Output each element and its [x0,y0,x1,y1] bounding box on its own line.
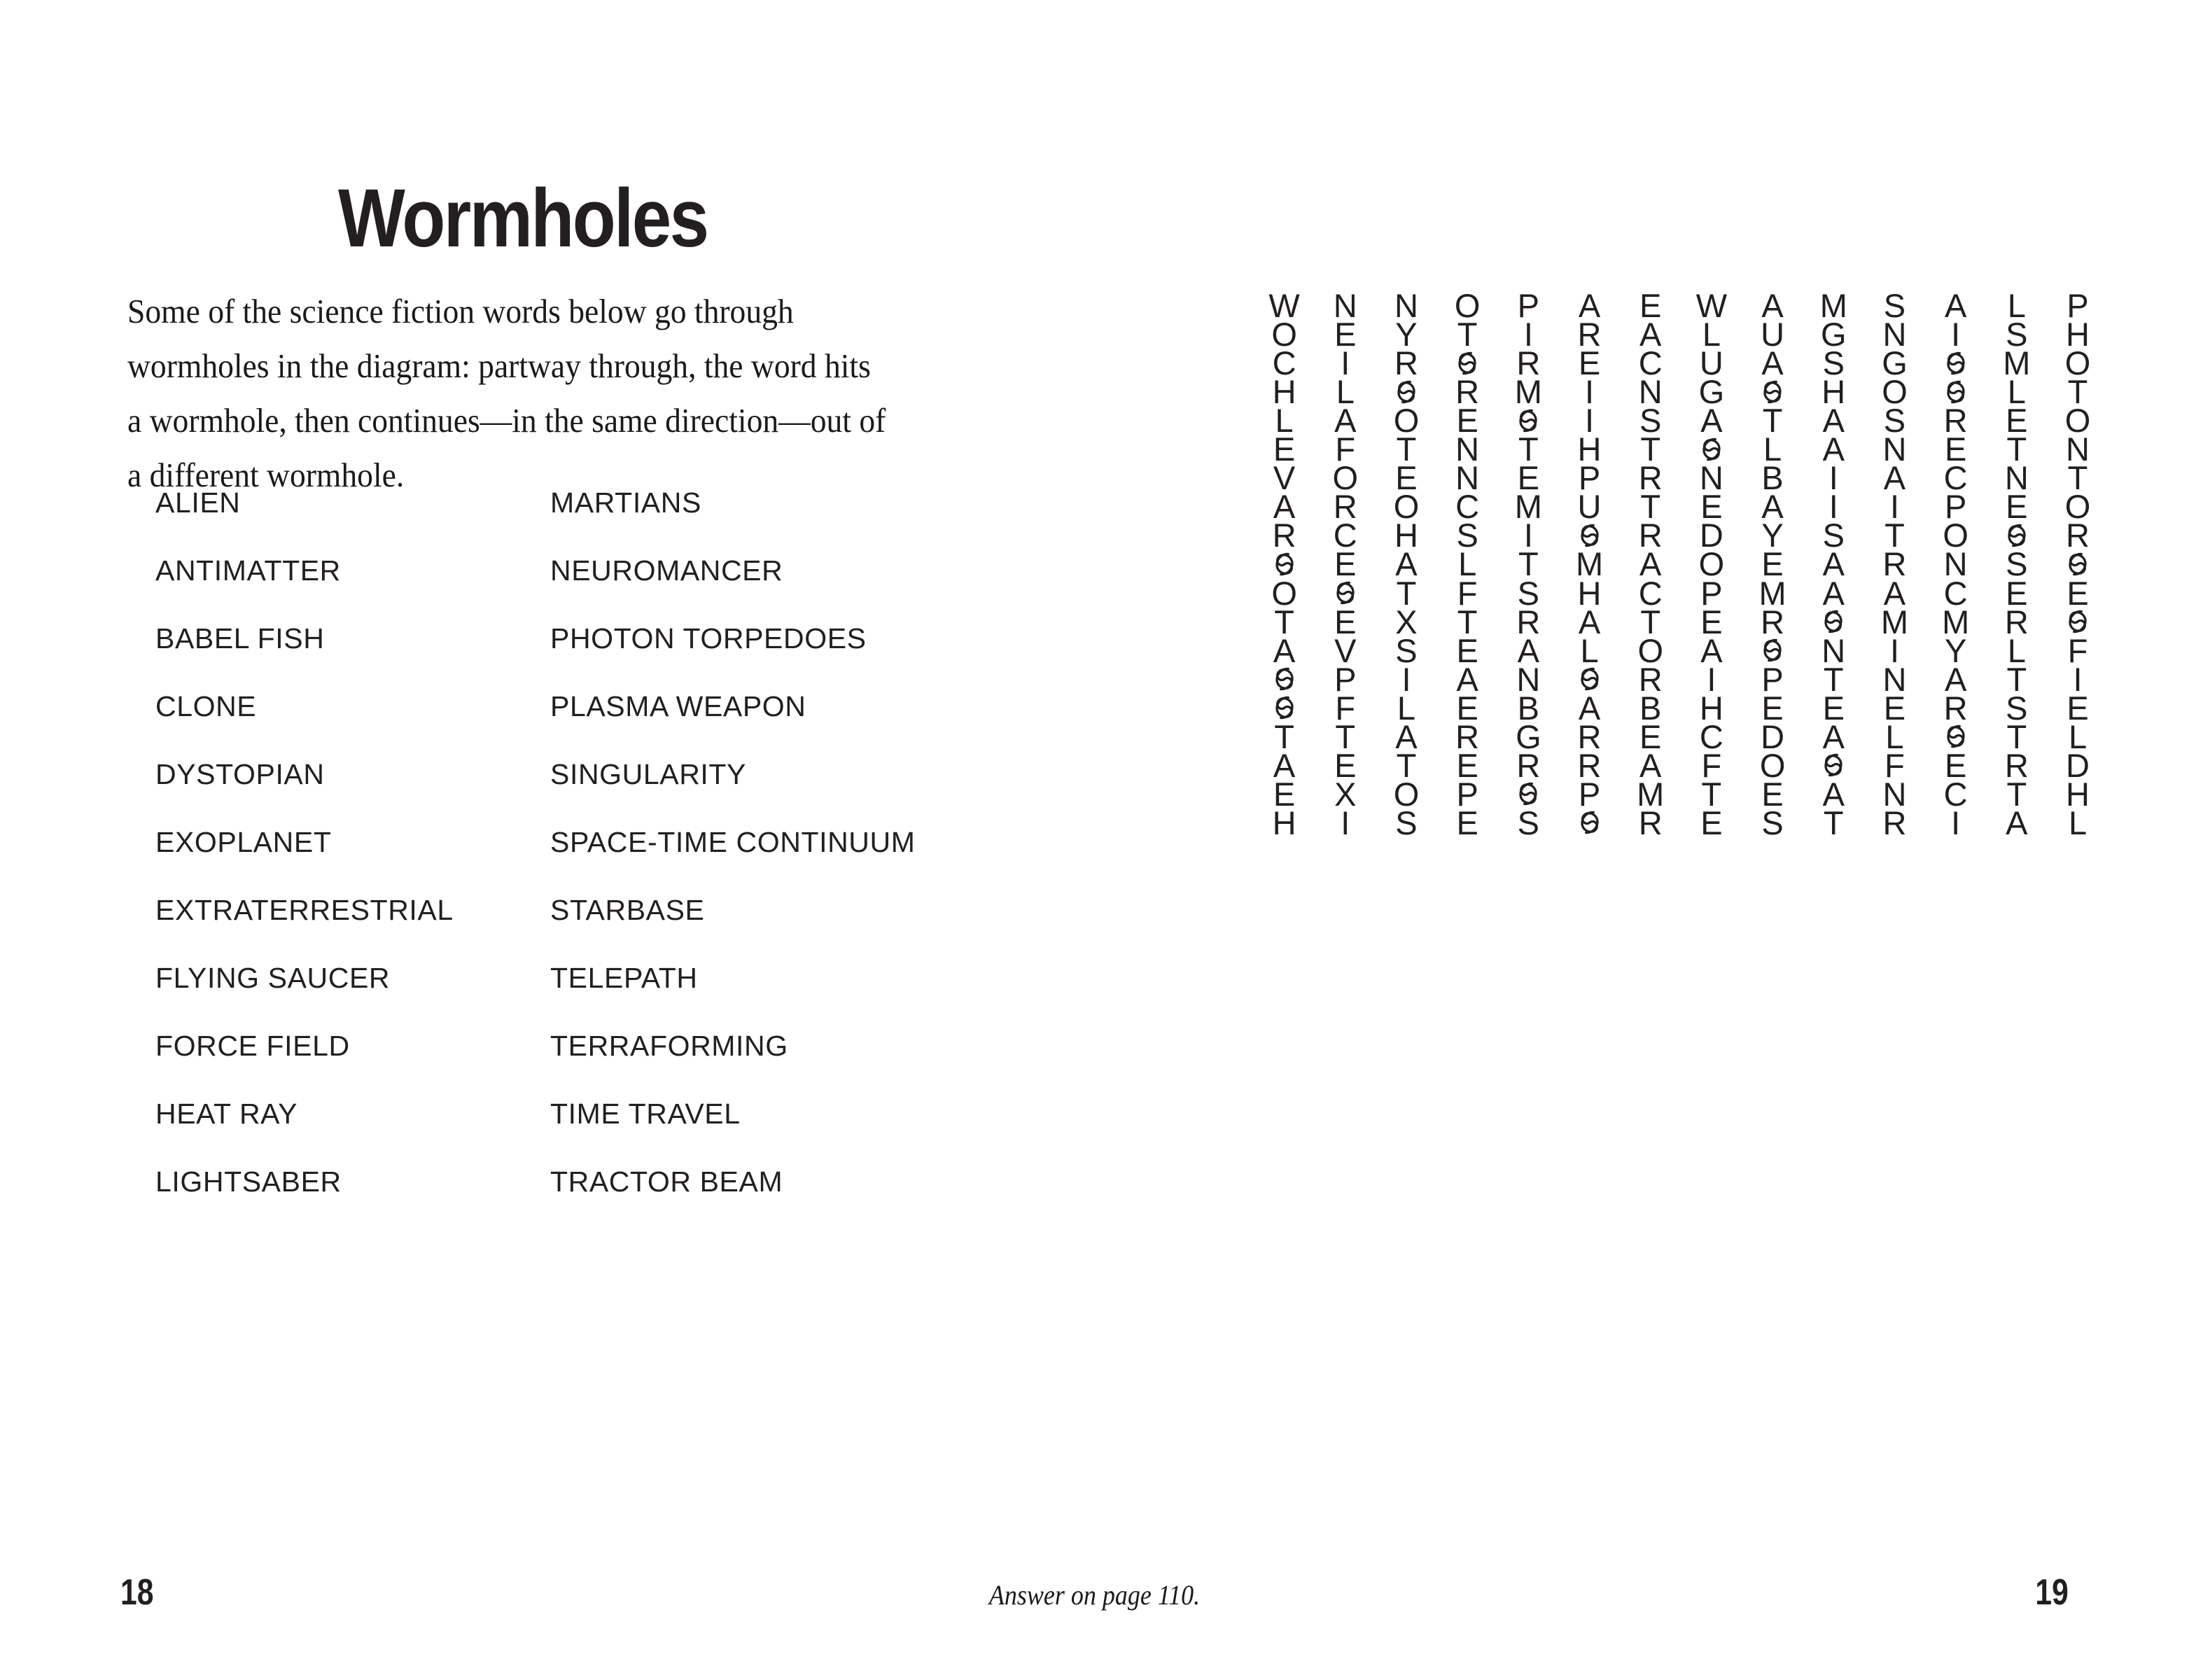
grid-letter[interactable]: E [1456,689,1478,727]
grid-letter[interactable]: R [2004,603,2029,640]
grid-letter[interactable]: S [1395,631,1418,669]
grid-letter[interactable]: T [1396,746,1417,784]
word-list-item[interactable]: PLASMA WEAPON [550,690,806,722]
grid-letter[interactable]: O [2064,344,2091,382]
grid-letter[interactable]: I [1889,631,1899,669]
grid-letter[interactable]: H [1577,574,1602,612]
grid-letter[interactable]: E [1700,488,1723,526]
grid-letter[interactable]: A [1822,545,1845,583]
grid-letter[interactable]: N [2004,459,2029,497]
grid-letter[interactable]: O [1271,316,1297,354]
word-list-item[interactable]: TELEPATH [550,962,698,994]
grid-letter[interactable]: A [1944,660,1967,698]
grid-letter[interactable]: N [1943,545,1968,583]
grid-letter[interactable]: O [1393,488,1420,526]
grid-letter[interactable]: T [1823,660,1844,698]
grid-letter[interactable]: I [1828,459,1838,497]
grid-letter[interactable]: F [2067,631,2088,669]
grid-letter[interactable]: N [1882,660,1907,698]
word-list-item[interactable]: NEUROMANCER [550,554,783,587]
grid-letter[interactable]: H [2066,775,2090,813]
grid-letter[interactable]: E [1334,746,1357,784]
grid-letter[interactable]: I [1707,660,1716,698]
grid-letter[interactable]: S [1517,574,1540,612]
grid-letter[interactable]: P [1456,775,1478,813]
grid-letter[interactable]: E [2006,488,2028,526]
grid-letter[interactable]: X [1334,775,1357,813]
puzzle-instructions: Some of the science fiction words below go through wormholes in the diagram: partway through, the word hits a wormhole, then continues—in the same direction—out of a different wormhole. [127,292,886,494]
grid-letter[interactable]: N [1882,430,1907,468]
grid-letter[interactable]: R [1577,746,1602,784]
grid-letter[interactable]: E [1456,804,1478,841]
grid-letter[interactable]: O [1759,746,1786,784]
grid-letter[interactable]: E [2066,574,2089,612]
grid-letter[interactable]: S [2006,689,2028,727]
grid-letter[interactable]: H [1272,804,1296,841]
grid-letter[interactable]: C [1333,517,1357,554]
grid-letter[interactable]: R [1638,517,1663,554]
grid-letter[interactable]: I [1401,660,1411,698]
grid-letter[interactable]: E [1822,689,1845,727]
grid-letter[interactable]: T [1274,718,1294,755]
grid-letter[interactable]: H [1394,517,1418,554]
grid-letter[interactable]: E [2066,689,2089,727]
grid-letter[interactable]: I [1341,804,1350,841]
grid-letter[interactable]: R [1882,804,1907,841]
grid-letter[interactable]: T [1518,430,1539,468]
word-list-item[interactable]: TRACTOR BEAM [550,1166,783,1198]
grid-letter[interactable]: F [1884,746,1905,784]
grid-letter[interactable]: M [1819,287,1847,325]
grid-letter[interactable]: O [1698,545,1725,583]
grid-letter[interactable]: U [1699,344,1723,382]
grid-letter[interactable]: T [1457,316,1478,354]
grid-letter[interactable]: T [1762,402,1783,440]
grid-letter[interactable]: A [1456,660,1478,698]
grid-letter[interactable]: A [1822,430,1845,468]
grid-letter[interactable]: N [1699,459,1723,497]
grid-letter[interactable]: M [1942,603,1970,640]
grid-letter[interactable]: L [2068,718,2087,755]
grid-letter[interactable]: T [1640,603,1661,640]
grid-letter[interactable]: W [1268,287,1300,325]
grid-letter[interactable]: L [1397,689,1416,727]
grid-letter[interactable]: E [2006,574,2028,612]
grid-letter[interactable]: S [2006,545,2028,583]
grid-letter[interactable]: R [1882,545,1907,583]
grid-letter[interactable]: T [1396,430,1417,468]
grid-letter[interactable]: R [1943,402,1968,440]
grid-letter[interactable]: T [2006,430,2027,468]
grid-letter[interactable]: A [1700,402,1723,440]
grid-letter[interactable]: S [1456,517,1478,554]
grid-letter[interactable]: I [1585,402,1595,440]
grid-letter[interactable]: O [2064,402,2091,440]
grid-letter[interactable]: O [2064,488,2091,526]
grid-letter[interactable]: T [1823,804,1844,841]
grid-letter[interactable]: R [1577,316,1602,354]
word-list-item[interactable]: SINGULARITY [550,758,746,790]
grid-letter[interactable]: T [2006,775,2027,813]
grid-letter[interactable]: E [1639,718,1662,755]
grid-letter[interactable]: R [1761,603,1785,640]
grid-letter[interactable]: A [1639,545,1662,583]
grid-letter[interactable]: A [1578,287,1601,325]
word-list-item[interactable]: DYSTOPIAN [155,758,325,790]
grid-letter[interactable]: S [1883,287,1906,325]
grid-letter[interactable]: E [1456,402,1478,440]
grid-letter[interactable]: H [1821,373,1846,411]
page-number-left: 18 [120,1572,154,1613]
word-list-item[interactable]: HEAT RAY [155,1098,298,1130]
grid-letter[interactable]: O [1393,402,1420,440]
word-list-item[interactable]: MARTIANS [550,486,701,519]
grid-letter[interactable]: H [2066,316,2090,354]
grid-letter[interactable]: A [1395,545,1418,583]
page-number-right: 19 [2035,1572,2069,1613]
grid-letter[interactable]: A [1639,316,1662,354]
grid-letter[interactable]: P [1517,287,1540,325]
grid-letter[interactable]: A [1334,402,1357,440]
grid-letter[interactable]: M [2003,344,2031,382]
word-list-item[interactable]: FORCE FIELD [155,1030,350,1062]
grid-letter[interactable]: I [1951,316,1961,354]
grid-letter[interactable]: U [1577,488,1602,526]
grid-letter[interactable]: S [1822,344,1845,382]
grid-letter[interactable]: G [1516,718,1541,755]
grid-letter[interactable]: N [1821,631,1846,669]
grid-letter[interactable]: A [1883,574,1906,612]
grid-letter[interactable]: C [1638,574,1663,612]
grid-letter[interactable]: E [2006,402,2028,440]
grid-letter[interactable]: A [1578,603,1601,640]
grid-letter[interactable]: T [1701,775,1722,813]
grid-letter[interactable]: O [1393,775,1420,813]
grid-letter[interactable]: T [2006,718,2027,755]
grid-letter[interactable]: N [1394,287,1418,325]
grid-letter[interactable]: T [2067,373,2088,411]
grid-letter[interactable]: R [1272,517,1296,554]
grid-letter[interactable]: E [1334,316,1357,354]
grid-letter[interactable]: A [1761,488,1784,526]
grid-letter[interactable]: R [1394,344,1418,382]
grid-letter[interactable]: N [1638,373,1663,411]
grid-letter[interactable]: R [1516,603,1541,640]
grid-letter[interactable]: C [1699,718,1723,755]
grid-letter[interactable]: R [1577,718,1602,755]
grid-letter[interactable]: A [1822,718,1845,755]
grid-letter[interactable]: A [1822,574,1845,612]
grid-letter[interactable]: L [2068,804,2087,841]
grid-letter[interactable]: R [2004,746,2029,784]
grid-letter[interactable]: O [1271,574,1297,612]
grid-letter[interactable]: B [1761,459,1784,497]
grid-letter[interactable]: V [1273,459,1296,497]
grid-letter[interactable]: I [1585,373,1595,411]
grid-letter[interactable]: S [1639,402,1662,440]
grid-letter[interactable]: L [1580,631,1599,669]
grid-letter[interactable]: E [1761,545,1784,583]
grid-letter[interactable]: S [1761,804,1784,841]
grid-letter[interactable]: B [1639,689,1662,727]
grid-letter[interactable]: P [2066,287,2089,325]
grid-letter[interactable]: E [1944,430,1967,468]
grid-letter[interactable]: S [1883,402,1906,440]
word-list-item[interactable]: PHOTON TORPEDOES [550,622,867,654]
grid-letter[interactable]: G [1882,344,1908,382]
grid-letter[interactable]: X [1395,603,1418,640]
grid-letter[interactable]: G [1698,373,1725,411]
grid-letter[interactable]: T [1396,574,1417,612]
grid-letter[interactable]: D [1761,718,1785,755]
grid-letter[interactable]: E [1761,689,1784,727]
grid-letter[interactable]: E [1395,459,1418,497]
grid-letter[interactable]: P [1578,775,1601,813]
grid-letter[interactable]: Y [1395,316,1418,354]
left-page [0,0,1094,1680]
grid-letter[interactable]: C [1638,344,1663,382]
grid-letter[interactable]: T [1640,488,1661,526]
word-list-item[interactable]: ANTIMATTER [155,554,341,587]
grid-letter[interactable]: E [1517,459,1540,497]
grid-letter[interactable]: L [1275,402,1294,440]
grid-letter[interactable]: R [1333,488,1357,526]
spiral-galaxy-icon [1925,349,1986,377]
grid-letter[interactable]: N [1455,459,1480,497]
grid-letter[interactable]: E [1761,775,1784,813]
grid-letter[interactable]: T [1457,603,1478,640]
grid-letter[interactable]: L [1336,373,1355,411]
grid-letter[interactable]: U [1761,316,1785,354]
grid-letter[interactable]: N [1455,430,1480,468]
grid-letter[interactable]: A [1639,746,1662,784]
grid-letter[interactable]: T [1884,517,1905,554]
word-list-item[interactable]: TERRAFORMING [550,1030,788,1062]
grid-letter[interactable]: E [1456,631,1478,669]
grid-letter[interactable]: F [1457,574,1478,612]
grid-letter[interactable]: T [1518,545,1539,583]
grid-letter[interactable]: F [1335,689,1356,727]
grid-letter[interactable]: F [1335,430,1356,468]
grid-letter[interactable]: A [1395,718,1418,755]
grid-letter[interactable]: I [1523,517,1533,554]
grid-letter[interactable]: R [1943,689,1968,727]
word-list-item[interactable]: LIGHTSABER [155,1166,342,1198]
word-list-item[interactable]: EXTRATERRESTRIAL [155,894,454,926]
grid-letter[interactable]: R [1516,746,1541,784]
grid-letter[interactable]: T [1640,430,1661,468]
grid-letter[interactable]: C [1943,574,1968,612]
grid-letter[interactable]: E [1700,804,1723,841]
grid-letter[interactable]: T [2006,660,2027,698]
grid-letter[interactable]: O [1943,517,1968,554]
grid-letter[interactable]: R [1638,660,1663,698]
grid-letter[interactable]: I [1523,316,1533,354]
grid-letter[interactable]: A [1761,344,1784,382]
grid-letter[interactable]: I [1951,804,1961,841]
word-list-item[interactable]: ALIEN [155,486,241,519]
grid-letter[interactable]: E [1334,603,1357,640]
word-list-item[interactable]: SPACE-TIME CONTINUUM [550,826,916,858]
grid-letter[interactable]: H [1577,430,1602,468]
word-list-item[interactable]: TIME TRAVEL [550,1098,741,1130]
grid-letter[interactable]: H [1272,373,1296,411]
grid-letter[interactable]: O [1454,287,1481,325]
grid-letter[interactable]: R [1516,344,1541,382]
grid-letter[interactable]: N [2066,430,2090,468]
grid-letter[interactable]: A [1273,488,1296,526]
grid-letter[interactable]: E [1883,689,1906,727]
grid-letter[interactable]: L [1763,430,1782,468]
grid-letter[interactable]: M [1758,574,1786,612]
grid-letter[interactable]: A [1578,689,1601,727]
word-search-grid[interactable] [1254,287,2108,841]
grid-letter[interactable]: L [1702,316,1721,354]
grid-letter[interactable]: A [1700,631,1723,669]
grid-letter[interactable]: Y [1944,631,1967,669]
grid-letter[interactable]: A [1883,459,1906,497]
grid-letter[interactable]: A [1273,746,1296,784]
word-list-item[interactable]: BABEL FISH [155,622,325,654]
spiral-galaxy-icon [1559,808,1620,837]
grid-letter[interactable]: N [1516,660,1541,698]
word-list-column-left [155,469,454,1216]
grid-letter[interactable]: T [1335,718,1356,755]
grid-letter[interactable]: V [1334,631,1357,669]
grid-letter[interactable]: C [1455,488,1480,526]
grid-letter[interactable]: S [1822,517,1845,554]
grid-letter[interactable]: E [1578,344,1601,382]
grid-letter[interactable]: E [1273,430,1296,468]
grid-letter[interactable]: S [2006,316,2028,354]
grid-letter[interactable]: L [2007,287,2026,325]
grid-letter[interactable]: E [1700,603,1723,640]
grid-letter[interactable]: H [1699,689,1723,727]
grid-letter[interactable]: N [1882,775,1907,813]
grid-letter[interactable]: N [1882,316,1907,354]
grid-letter[interactable]: D [1699,517,1723,554]
grid-letter[interactable]: M [1514,488,1542,526]
spiral-galaxy-icon [1254,665,1315,694]
grid-letter[interactable]: P [1761,660,1784,698]
grid-letter[interactable]: P [1944,488,1967,526]
grid-letter[interactable]: L [2007,373,2026,411]
grid-letter[interactable]: W [1695,287,1728,325]
grid-letter[interactable]: M [1514,373,1542,411]
grid-letter[interactable]: E [1334,545,1357,583]
page-title: Wormholes [338,172,708,265]
grid-letter[interactable]: O [1882,373,1908,411]
grid-letter[interactable]: L [2007,631,2026,669]
grid-letter[interactable]: M [1575,545,1604,583]
grid-letter[interactable]: A [1761,287,1784,325]
grid-letter[interactable]: T [1274,603,1294,640]
grid-letter[interactable]: R [1638,459,1663,497]
grid-letter[interactable]: O [1637,631,1663,669]
word-list-item[interactable]: EXOPLANET [155,826,332,858]
word-list-item[interactable]: STARBASE [550,894,705,926]
grid-letter[interactable]: N [1333,287,1357,325]
grid-letter[interactable]: E [1456,746,1478,784]
word-list-column-right [550,469,915,1216]
grid-letter[interactable]: L [1885,718,1904,755]
grid-letter[interactable]: R [1638,804,1663,841]
grid-letter[interactable]: S [1517,804,1540,841]
grid-letter[interactable]: L [1458,545,1477,583]
grid-letter[interactable]: P [1334,660,1357,698]
grid-letter[interactable]: M [1637,775,1665,813]
grid-letter[interactable]: A [1822,402,1845,440]
grid-letter[interactable]: I [1828,488,1838,526]
grid-letter[interactable]: A [1822,775,1845,813]
grid-letter[interactable]: I [2073,660,2083,698]
grid-letter[interactable]: R [1455,373,1480,411]
grid-letter[interactable]: M [1880,603,1909,640]
grid-letter[interactable]: T [2067,459,2088,497]
grid-letter[interactable]: I [1341,344,1350,382]
grid-letter[interactable]: B [1517,689,1540,727]
grid-letter[interactable]: E [1639,287,1662,325]
grid-letter[interactable]: R [1455,718,1480,755]
word-list-item[interactable]: FLYING SAUCER [155,962,391,994]
word-list-item[interactable]: CLONE [155,690,257,722]
grid-letter[interactable]: A [1517,631,1540,669]
grid-letter[interactable]: F [1701,746,1722,784]
grid-letter[interactable]: E [1273,775,1296,813]
grid-letter[interactable]: C [1943,459,1968,497]
grid-letter[interactable]: C [1272,344,1296,382]
grid-letter[interactable]: S [1395,804,1418,841]
grid-letter[interactable]: Y [1761,517,1784,554]
grid-letter[interactable]: A [1273,631,1296,669]
grid-letter[interactable]: G [1821,316,1847,354]
grid-letter[interactable]: R [2066,517,2090,554]
grid-letter[interactable]: D [2066,746,2090,784]
page-footer [0,1572,2189,1642]
grid-letter[interactable]: E [1944,746,1967,784]
grid-letter[interactable]: I [1889,488,1899,526]
answer-reference-note: Answer on page 110. [988,1579,1201,1611]
grid-letter[interactable]: P [1700,574,1723,612]
grid-letter[interactable]: P [1578,459,1601,497]
right-page [1094,0,2189,1680]
grid-letter[interactable]: O [1332,459,1359,497]
grid-letter[interactable]: A [1944,287,1967,325]
grid-letter[interactable]: C [1943,775,1968,813]
word-list [0,469,1094,1204]
grid-letter[interactable]: A [2006,804,2028,841]
